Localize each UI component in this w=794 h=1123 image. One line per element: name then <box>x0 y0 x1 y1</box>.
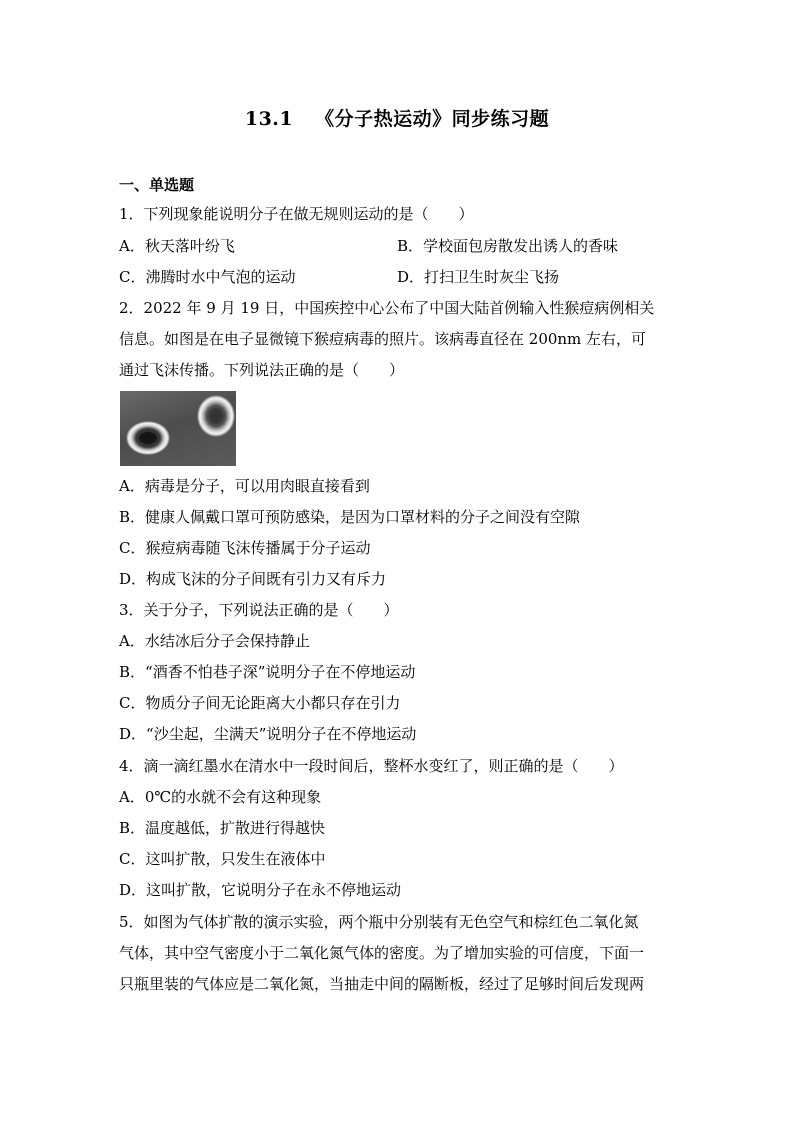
question-5-stem-line-3: 只瓶里装的气体应是二氧化氮，当抽走中间的隔断板，经过了足够时间后发现两 <box>119 975 645 993</box>
question-4-option-c: C．这叫扩散，只发生在液体中 <box>119 850 326 868</box>
question-3-option-c: C．物质分子间无论距离大小都只存在引力 <box>119 694 401 712</box>
question-5-stem-line-2: 气体，其中空气密度小于二氧化氮气体的密度。为了增加实验的可信度，下面一 <box>119 944 645 962</box>
section-heading: 一、单选题 <box>119 176 195 194</box>
page-title <box>0 104 794 131</box>
title-number: 13.1 <box>244 108 294 130</box>
question-3-stem: 3．关于分子，下列说法正确的是（ ） <box>119 601 399 619</box>
question-2-option-d: D．构成飞沫的分子间既有引力又有斥力 <box>119 570 387 588</box>
question-1-option-a: A．秋天落叶纷飞 <box>119 237 235 255</box>
question-4-stem: 4．滴一滴红墨水在清水中一段时间后，整杯水变红了，则正确的是（ ） <box>119 757 624 775</box>
question-3-option-d: D．“沙尘起，尘满天”说明分子在不停地运动 <box>119 725 417 743</box>
question-4-option-d: D．这叫扩散，它说明分子在永不停地运动 <box>119 881 402 899</box>
question-2-option-c: C．猴痘病毒随飞沫传播属于分子运动 <box>119 539 371 557</box>
question-1-option-c: C．沸腾时水中气泡的运动 <box>119 268 296 286</box>
virus-micrograph-image <box>120 391 236 466</box>
question-5-stem-line-1: 5．如图为气体扩散的演示实验，两个瓶中分别装有无色空气和棕红色二氧化氮 <box>119 913 639 931</box>
question-3-option-a: A．水结冰后分子会保持静止 <box>119 632 310 650</box>
question-2-option-b: B．健康人佩戴口罩可预防感染，是因为口罩材料的分子之间没有空隙 <box>119 508 581 526</box>
question-2-stem-line-2: 信息。如图是在电子显微镜下猴痘病毒的照片。该病毒直径在 200nm 左右，可 <box>119 330 647 348</box>
question-2-option-a: A．病毒是分子，可以用肉眼直接看到 <box>119 477 370 495</box>
question-2-stem-line-3: 通过飞沫传播。下列说法正确的是（ ） <box>119 361 405 379</box>
question-4-option-b: B．温度越低，扩散进行得越快 <box>119 819 326 837</box>
question-4-option-a: A．0℃的水就不会有这种现象 <box>119 788 322 806</box>
question-2-stem-line-1: 2．2022 年 9 月 19 日，中国疾控中心公布了中国大陆首例输入性猴痘病例相关 <box>119 299 655 317</box>
question-1-option-d: D．打扫卫生时灰尘飞扬 <box>397 268 560 286</box>
question-1-stem: 1．下列现象能说明分子在做无规则运动的是（ ） <box>119 205 474 223</box>
question-3-option-b: B．“酒香不怕巷子深”说明分子在不停地运动 <box>119 663 416 681</box>
question-1-option-b: B．学校面包房散发出诱人的香味 <box>397 237 619 255</box>
title-text: 《分子热运动》同步练习题 <box>315 108 550 130</box>
